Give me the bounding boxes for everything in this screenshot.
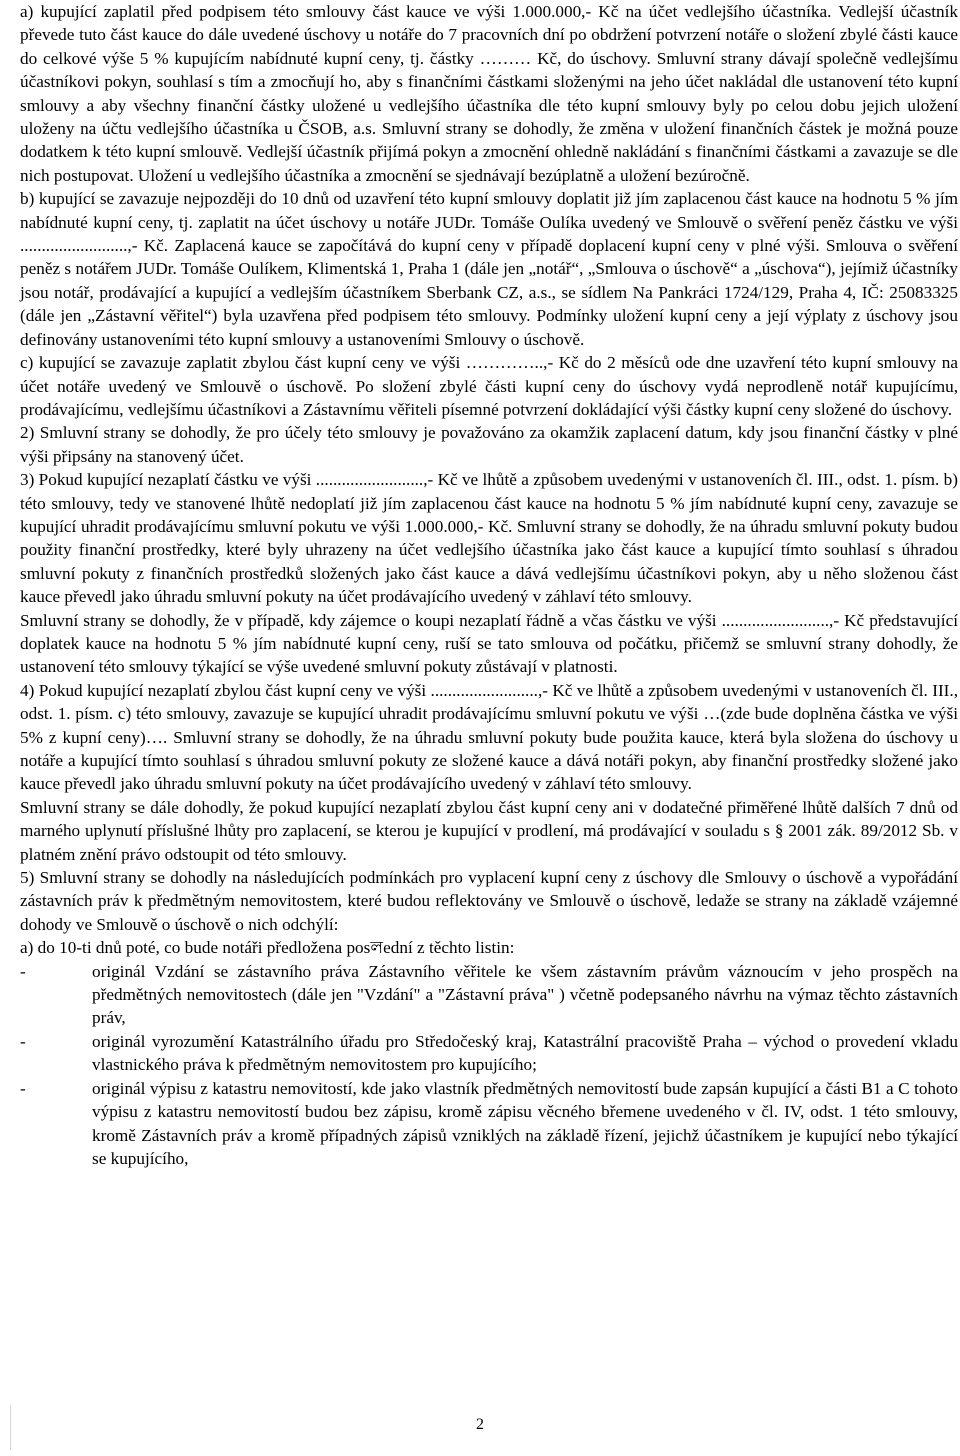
list-item — [20, 1030, 958, 1077]
list-item — [20, 1077, 958, 1171]
paragraph-c-remaining-price: c) kupující se zavazuje zaplatit zbylou část kupní ceny ve výši …………..,- Kč do 2 měsíců ode dne uzavření této kupní smlouvy na účet notáře uvedený ve Smlouvě o úschově. Po složení zbylé části kupní ceny do úschovy vydá neprodleně notář kupujícímu, prodávajícímu, vedlejšímu účastníkovi a Zástavnímu věřiteli písemné potvrzení dokládající výši částky kupní ceny složené do úschovy. — [20, 353, 958, 419]
paragraph-4-penalty: 4) Pokud kupující nezaplatí zbylou část kupní ceny ve výši .........................,- Kč ve lhůtě a způsobem uvedenými v ustanoveních čl. III., odst. 1. písm. c) této smlouvy, zavazuje se kupující uhradit prodávajícímu smluvní pokutu ve výši …(zde bude doplněna částka ve výši 5% z kupní ceny)…. Smluvní strany se dohodly, že na úhradu smluvní pokuty bude použita kauce, která byla složena do úschovy u notáře a kupující tímto souhlasí s úhradou smluvní pokuty ze složené kauce a dává notáři pokyn, aby finanční prostředky složené jako kauce převedl jako úhradu smluvní pokuty na účet prodávajícího uvedený v záhlaví této smlouvy. — [20, 680, 958, 794]
list-marker: - — [20, 961, 26, 981]
paragraph-4-withdrawal: Smluvní strany se dále dohodly, že pokud kupující nezaplatí zbylou část kupní ceny ani v dodatečné přiměřené lhůtě dalších 7 dnů od marného uplynutí příslušné lhůty pro zaplacení, se kterou je kupující v prodlení, má prodávající v souladu s § 2001 zák. 89/2012 Sb. v platném znění právo odstoupit od této smlouvy. — [20, 797, 958, 864]
list-item-text: originál Vzdání se zástavního práva Zástavního věřitele ke všem zástavním právům váznoucím v jeho prospěch na předmětných nemovitostech (dále jen "Vzdání" a "Zástavní práva" ) včetně podepsaného návrhu na výmaz těchto zástavních práv, — [92, 961, 958, 1028]
list-item-text: originál výpisu z katastru nemovitostí, kde jako vlastník předmětných nemovitostí bude zapsán kupující a části B1 a C tohoto výpisu z katastru nemovitostí budou bez zápisu, kromě zápisu věcného břemene uvedeného v čl. IV, odst. 1 této smlouvy, kromě Zástavních práv a kromě případných zápisů vzniklých na základě řízení, jejichž účastníkem je kupující nebo týkající se kupujícího, — [92, 1078, 958, 1168]
page-number: 2 — [476, 1416, 484, 1433]
paragraph-3-cancellation: Smluvní strany se dohodly, že v případě, kdy zájemce o koupi nezaplatí řádně a včas částku ve výši .........................,- Kč představující doplatek kauce na hodnotu 5 % jím nabídnuté kupní ceny, ruší se tato smlouva od počátku, přičemž se smluvní strany dohodly, že ustanovení této smlouvy týkající se výše uvedené smluvní pokuty zůstávají v platnosti. — [20, 610, 958, 677]
paragraph-b-deposit-topup: b) kupující se zavazuje nejpozději do 10 dnů od uzavření této kupní smlouvy doplatit již jím zaplacenou část kauce na hodnotu 5 % jím nabídnuté kupní ceny, tj. zaplatit na účet úschovy u notáře JUDr. Tomáše Oulíka uvedený ve Smlouvě o svěření peněz částku ve výši .........................,- Kč. Zaplacená kauce se započítává do kupní ceny v případě doplacení kupní ceny v plné výši. Smlouva o svěření peněz s notářem JUDr. Tomáše Oulíkem, Klimentská 1, Praha 1 (dále jen „notář“, „Smlouva o úschově“ a „úschova“), jejímiž účastníky jsou notář, prodávající a kupující a vedlejším účastníkem Sberbank CZ, a.s., se sídlem Na Pankráci 1724/129, Praha 4, IČ: 25083325 (dále jen „Zástavní věřitel“) byla uzavřena před podpisem této smlouvy. Podmínky uložení kupní ceny a její výplaty z úschovy jsou definovány ustanoveními této kupní smlouvy a ustanoveními Smlouvy o úschově. — [20, 189, 958, 349]
list-item-text: originál vyrozumění Katastrálního úřadu pro Středočeský kraj, Katastrální pracoviště Praha – východ o provedení vkladu vlastnického práva k předmětným nemovitostem pro kupujícího; — [92, 1031, 958, 1075]
document-page — [20, 0, 958, 1170]
paragraph-3-penalty: 3) Pokud kupující nezaplatí částku ve výši .........................,- Kč ve lhůtě a způsobem uvedenými v ustanoveních čl. III., odst. 1. písm. b) této smlouvy, tedy ve stanovené lhůtě nedoplatí již jím zaplacenou část kauce na hodnotu 5 % jím nabídnuté kupní ceny, zavazuje se kupující uhradit prodávajícímu smluvní pokutu ve výši 1.000.000,- Kč. Smluvní strany se dohodly, že na úhradu smluvní pokuty budou použity finanční prostředky, které byly uhrazeny na účet vedlejšího účastníka jako část kauce a kupující tímto souhlasí s úhradou smluvní pokuty z finančních prostředků složených jako část kauce a dává vedlejšímu účastníkovi pokyn, aby u něho složenou část kauce převedl jako úhradu smluvní pokuty na účet prodávajícího uvedený v záhlaví této smlouvy. — [20, 470, 958, 607]
document-list — [20, 960, 958, 1171]
list-marker: - — [20, 1031, 26, 1051]
paragraph-5a-intro: a) do 10-ti dnů poté, co bude notáři předložena posলední z těchto listin: — [20, 938, 515, 958]
paragraph-5-conditions: 5) Smluvní strany se dohodly na následujících podmínkách pro vyplacení kupní ceny z úschovy dle Smlouvy o úschově a vypořádání zástavních práv k předmětným nemovitostem, které budou reflektovány ve Smlouvě o úschově, ledaže se strany na základě vzájemné dohody ve Smlouvě o úschově o nich odchýlí: — [20, 868, 958, 934]
paragraph-2-payment-moment: 2) Smluvní strany se dohodly, že pro účely této smlouvy je považováno za okamžik zaplacení datum, kdy jsou finanční částky v plné výši připsány na stanovený účet. — [20, 423, 958, 466]
list-marker: - — [20, 1078, 26, 1098]
paragraph-a-deposit: a) kupující zaplatil před podpisem této smlouvy část kauce ve výši 1.000.000,- Kč na účet vedlejšího účastníka. Vedlejší účastník převede tuto část kauce do dále uvedené úschovy u notáře do 7 pracovních dní po obdržení potvrzení notáře o složení zbylé části kauce do celkové výše 5 % kupujícím nabídnuté kupní ceny, tj. částky ……… Kč, do úschovy. Smluvní strany dávají společně vedlejšímu účastníkovi pokyn, souhlasí s tím a zmocňují ho, aby s finančními částkami složenými na jeho účet nakládal dle ustanovení této kupní smlouvy a aby všechny finanční částky uložené u vedlejšího účastníka dle této kupní smlouvy byly po celou dobu jejich uložení uloženy na účtu vedlejšího účastníka u ČSOB, a.s. Smluvní strany se dohodly, že změna v uložení finančních částek je možná pouze dodatkem k této kupní smlouvě. Vedlejší účastník přijímá pokyn a zmocnění ohledně nakládání s finančními částkami a zavazuje se dle nich postupovat. Uložení u vedlejšího účastníka a zmocnění se sjednávají bezúplatně a uložení bezúročně. — [20, 2, 958, 185]
list-item — [20, 960, 958, 1030]
